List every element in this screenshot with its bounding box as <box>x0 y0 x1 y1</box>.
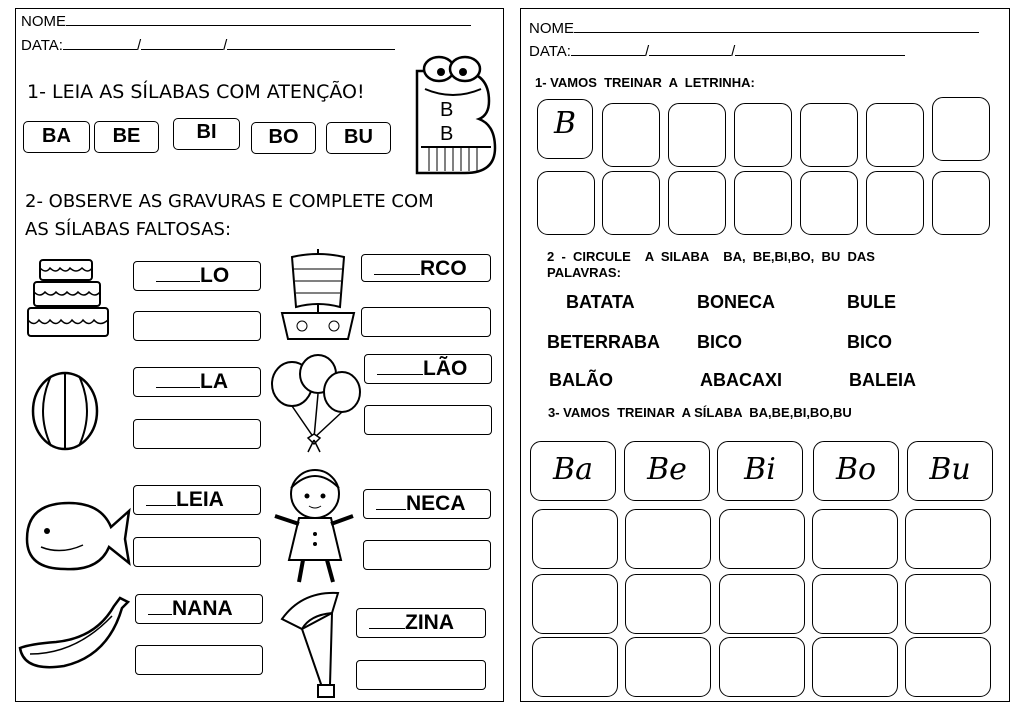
question-1-title: 1- LEIA AS SÍLABAS COM ATENÇÃO! <box>27 81 365 103</box>
ball-icon <box>29 366 101 452</box>
date-field[interactable]: DATA: / / <box>21 36 395 54</box>
question-2-line-1: 2- OBSERVE AS GRAVURAS E COMPLETE COM <box>25 191 434 212</box>
syllable-box-ba: BA <box>23 121 90 153</box>
fill-box-neca[interactable]: NECA <box>363 489 491 519</box>
syllable-practice-box[interactable] <box>719 509 805 569</box>
word[interactable]: BONECA <box>697 292 776 312</box>
answer-box-zina[interactable] <box>356 660 486 690</box>
syllable-practice-box[interactable] <box>532 574 618 634</box>
word[interactable]: BALÃO <box>549 370 613 390</box>
fill-box-lao[interactable]: LÃO <box>364 354 492 384</box>
syllable-box-bi: BI <box>173 118 240 150</box>
name-field-2[interactable] <box>529 19 979 37</box>
syllable-practice-box[interactable] <box>719 574 805 634</box>
letter-box[interactable] <box>668 103 726 167</box>
word[interactable]: BETERRABA <box>547 332 661 352</box>
question-2-line-2-2: PALAVRAS: <box>547 265 621 280</box>
name-label: NOME <box>21 13 66 30</box>
letter-box[interactable] <box>602 171 660 235</box>
banana-icon <box>16 596 131 676</box>
horn-icon <box>276 589 356 701</box>
letter-box[interactable] <box>800 103 858 167</box>
word[interactable]: BALEIA <box>849 370 916 390</box>
answer-box-lo[interactable] <box>133 311 261 341</box>
syllable-practice-box[interactable] <box>812 574 898 634</box>
answer-box-nana[interactable] <box>135 645 263 675</box>
syllable-practice-box-ba[interactable]: Ba <box>530 441 616 501</box>
letter-example: B <box>553 106 577 141</box>
date-field-2[interactable]: DATA: / / <box>529 42 905 60</box>
mascot-letter: B <box>440 99 454 121</box>
syllable-practice-box-be[interactable]: Be <box>624 441 710 501</box>
answer-box-neca[interactable] <box>363 540 491 570</box>
letter-box[interactable] <box>668 171 726 235</box>
question-3-title: 3- VAMOS TREINAR A SÍLABA BA,BE,BI,BO,BU <box>548 405 852 420</box>
name-label-2: NOME <box>529 20 574 37</box>
syllable-practice-box[interactable] <box>625 509 711 569</box>
syllable-box-bu: BU <box>326 122 391 154</box>
syllable-practice-box-bo[interactable]: Bo <box>813 441 899 501</box>
syllable-practice-box[interactable] <box>532 509 618 569</box>
boat-icon <box>278 247 358 347</box>
fill-box-rco[interactable]: RCO <box>361 254 491 282</box>
letter-box[interactable] <box>932 171 990 235</box>
syllable-practice-box-bu[interactable]: Bu <box>907 441 993 501</box>
syllable-practice-box-bi[interactable]: Bi <box>717 441 803 501</box>
syllable-practice-box[interactable] <box>905 637 991 697</box>
question-2-line-2: AS SÍLABAS FALTOSAS: <box>25 219 232 240</box>
word[interactable]: BATATA <box>566 292 635 312</box>
syllable-practice-box[interactable] <box>532 637 618 697</box>
word[interactable]: BICO <box>847 332 892 352</box>
fill-box-zina[interactable]: ZINA <box>356 608 486 638</box>
syllable-practice-box[interactable] <box>719 637 805 697</box>
letter-box[interactable] <box>800 171 858 235</box>
doll-icon <box>269 464 364 589</box>
date-label: DATA: <box>21 37 63 54</box>
letter-box[interactable] <box>866 103 924 167</box>
date-label-2: DATA: <box>529 43 571 60</box>
letter-box[interactable] <box>734 171 792 235</box>
letter-box[interactable] <box>602 103 660 167</box>
whale-icon <box>21 489 133 575</box>
answer-box-lao[interactable] <box>364 405 492 435</box>
cake-icon <box>26 254 111 344</box>
answer-box-rco[interactable] <box>361 307 491 337</box>
syllable-practice-box[interactable] <box>905 574 991 634</box>
letter-box[interactable] <box>537 171 595 235</box>
syllable-practice-box[interactable] <box>812 509 898 569</box>
word[interactable]: BULE <box>847 292 896 312</box>
letter-box-example[interactable] <box>537 99 593 159</box>
answer-box-leia[interactable] <box>133 537 261 567</box>
worksheet-left <box>15 8 504 702</box>
letter-box[interactable] <box>932 97 990 161</box>
word[interactable]: ABACAXI <box>700 370 783 390</box>
letter-b-mascot-icon: B B <box>409 53 499 175</box>
letter-box[interactable] <box>734 103 792 167</box>
syllable-box-be: BE <box>94 121 159 153</box>
fill-box-leia[interactable]: LEIA <box>133 485 261 515</box>
syllable-practice-box[interactable] <box>625 574 711 634</box>
syllable-practice-box[interactable] <box>905 509 991 569</box>
question-1-title-2: 1- VAMOS TREINAR A LETRINHA: <box>535 75 755 90</box>
fill-box-nana[interactable]: NANA <box>135 594 263 624</box>
word[interactable]: BICO <box>697 332 742 352</box>
syllable-box-bo: BO <box>251 122 316 154</box>
worksheet-right <box>520 8 1010 702</box>
fill-box-lo[interactable]: LO <box>133 261 261 291</box>
balloons-icon <box>268 354 364 454</box>
fill-box-la[interactable]: LA <box>133 367 261 397</box>
syllable-practice-box[interactable] <box>812 637 898 697</box>
syllable-practice-box[interactable] <box>625 637 711 697</box>
letter-box[interactable] <box>866 171 924 235</box>
name-field[interactable] <box>21 12 471 30</box>
question-2-line-1-2: 2 - CIRCULE A SILABA BA, BE,BI,BO, BU DAS <box>547 249 875 264</box>
answer-box-la[interactable] <box>133 419 261 449</box>
